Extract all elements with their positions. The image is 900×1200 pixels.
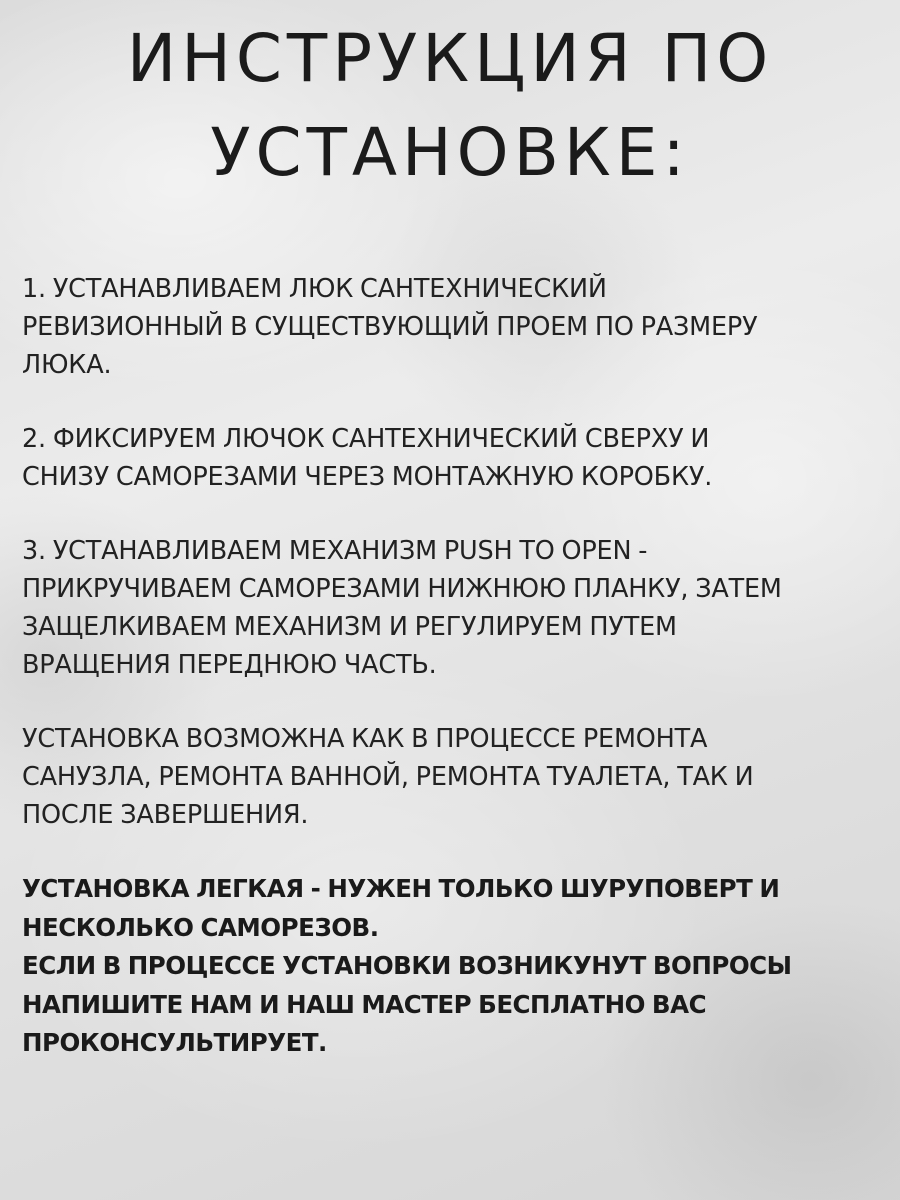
note-line-4: НАПИШИТЕ НАМ И НАШ МАСТЕР БЕСПЛАТНО ВАС — [22, 989, 707, 1019]
page-title-line-1: ИНСТРУКЦИЯ ПО — [126, 20, 774, 97]
page-title — [0, 12, 900, 200]
step-2-line-2: СНИЗУ САМОРЕЗАМИ ЧЕРЕЗ МОНТАЖНУЮ КОРОБКУ. — [22, 462, 713, 492]
instructions-body — [22, 270, 888, 1063]
step-2-line-1: 2. ФИКСИРУЕМ ЛЮЧОК САНТЕХНИЧЕСКИЙ СВЕРХУ И — [22, 424, 710, 454]
note-line-3: ЕСЛИ В ПРОЦЕССЕ УСТАНОВКИ ВОЗНИКУНУТ ВОПРОСЫ — [22, 951, 792, 980]
step-3 — [22, 532, 888, 684]
note-line-2: НЕСКОЛЬКО САМОРЕЗОВ. — [22, 912, 379, 942]
step-3-line-2: ПРИКРУЧИВАЕМ САМОРЕЗАМИ НИЖНЮЮ ПЛАНКУ, ЗАТЕМ — [22, 574, 782, 604]
note-line-1: УСТАНОВКА ЛЕГКАЯ - НУЖЕН ТОЛЬКО ШУРУПОВЕРТ И — [22, 874, 780, 903]
step-1-line-3: ЛЮКА. — [22, 350, 112, 380]
note-line-5: ПРОКОНСУЛЬТИРУЕТ. — [22, 1028, 327, 1057]
step-3-line-3: ЗАЩЕЛКИВАЕМ МЕХАНИЗМ И РЕГУЛИРУЕМ ПУТЕМ — [22, 612, 677, 642]
page-title-line-2: УСТАНОВКЕ: — [210, 114, 690, 191]
timing-line-1: УСТАНОВКА ВОЗМОЖНА КАК В ПРОЦЕССЕ РЕМОНТА — [22, 724, 708, 754]
step-3-line-4: ВРАЩЕНИЯ ПЕРЕДНЮЮ ЧАСТЬ. — [22, 650, 437, 680]
step-1-line-1: 1. УСТАНАВЛИВАЕМ ЛЮК САНТЕХНИЧЕСКИЙ — [22, 274, 607, 304]
step-1-line-2: РЕВИЗИОННЫЙ В СУЩЕСТВУЮЩИЙ ПРОЕМ ПО РАЗМЕРУ — [22, 312, 758, 342]
installation-timing-paragraph — [22, 720, 888, 834]
timing-line-2: САНУЗЛА, РЕМОНТА ВАННОЙ, РЕМОНТА ТУАЛЕТА, ТАК И — [22, 762, 754, 792]
step-3-line-1: 3. УСТАНАВЛИВАЕМ МЕХАНИЗМ PUSH TO OPEN - — [22, 536, 648, 566]
timing-line-3: ПОСЛЕ ЗАВЕРШЕНИЯ. — [22, 800, 309, 830]
step-2 — [22, 420, 888, 496]
step-1 — [22, 270, 888, 384]
bold-note — [22, 870, 888, 1063]
